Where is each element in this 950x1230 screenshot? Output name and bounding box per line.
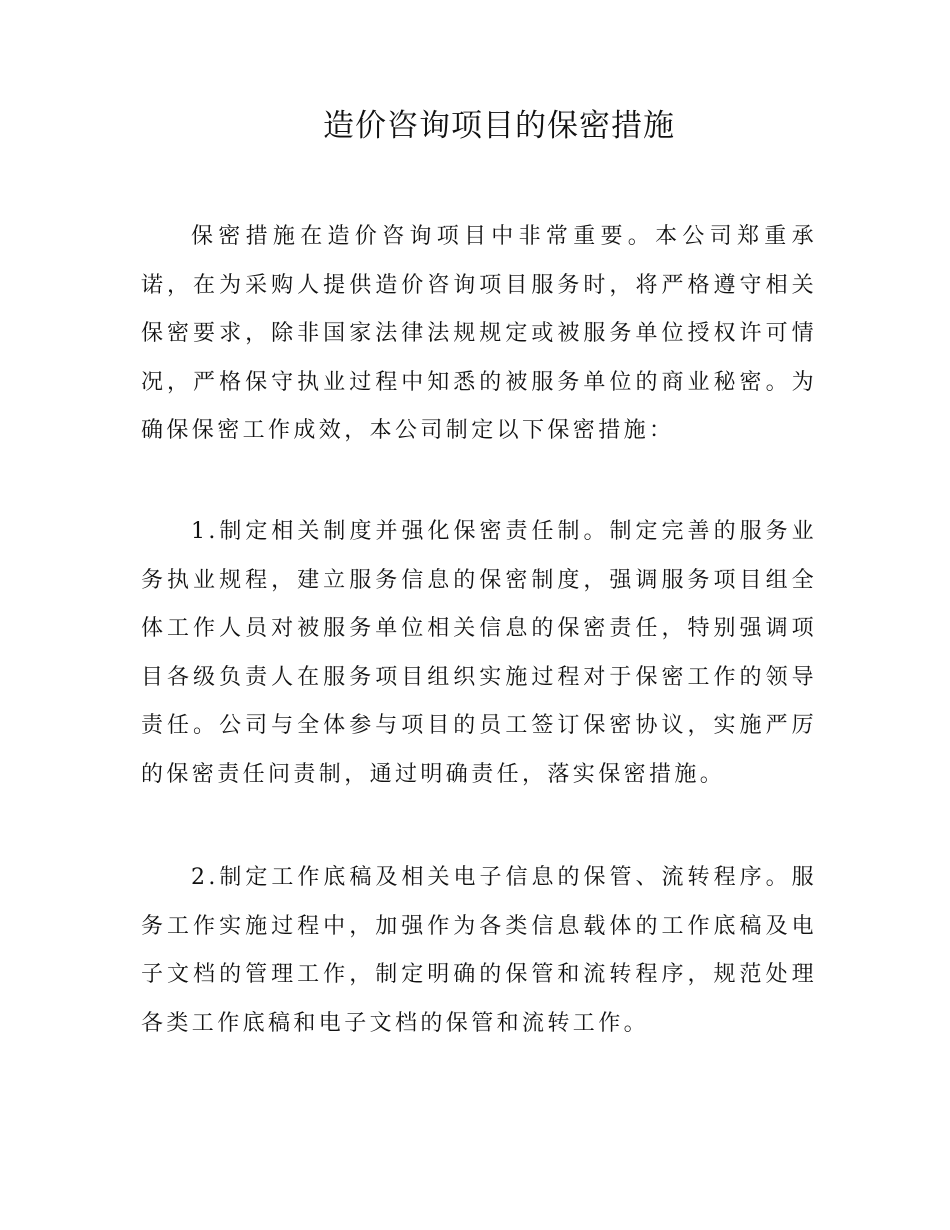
paragraph-measure-2: 2.制定工作底稿及相关电子信息的保管、流转程序。服务工作实施过程中，加强作为各类信息载体的工作底稿及电子文档的管理工作，制定明确的保管和流转程序，规范处理各类工作底稿和电子文档的保管和流转工作。 xyxy=(141,865,817,1036)
paragraph-intro: 保密措施在造价咨询项目中非常重要。本公司郑重承诺，在为采购人提供造价咨询项目服务时，将严格遵守相关保密要求，除非国家法律法规规定或被服务单位授权许可情况，严格保守执业过程中知悉的被服务单位的商业秘密。为确保保密工作成效，本公司制定以下保密措施： xyxy=(141,224,817,444)
document-title: 造价咨询项目的保密措施 xyxy=(323,108,675,144)
paragraph-measure-1: 1.制定相关制度并强化保密责任制。制定完善的服务业务执业规程，建立服务信息的保密制度，强调服务项目组全体工作人员对被服务单位相关信息的保密责任，特别强调项目各级负责人在服务项目组织实施过程对于保密工作的领导责任。公司与全体参与项目的员工签订保密协议，实施严厉的保密责任问责制，通过明确责任，落实保密措施。 xyxy=(141,519,817,787)
